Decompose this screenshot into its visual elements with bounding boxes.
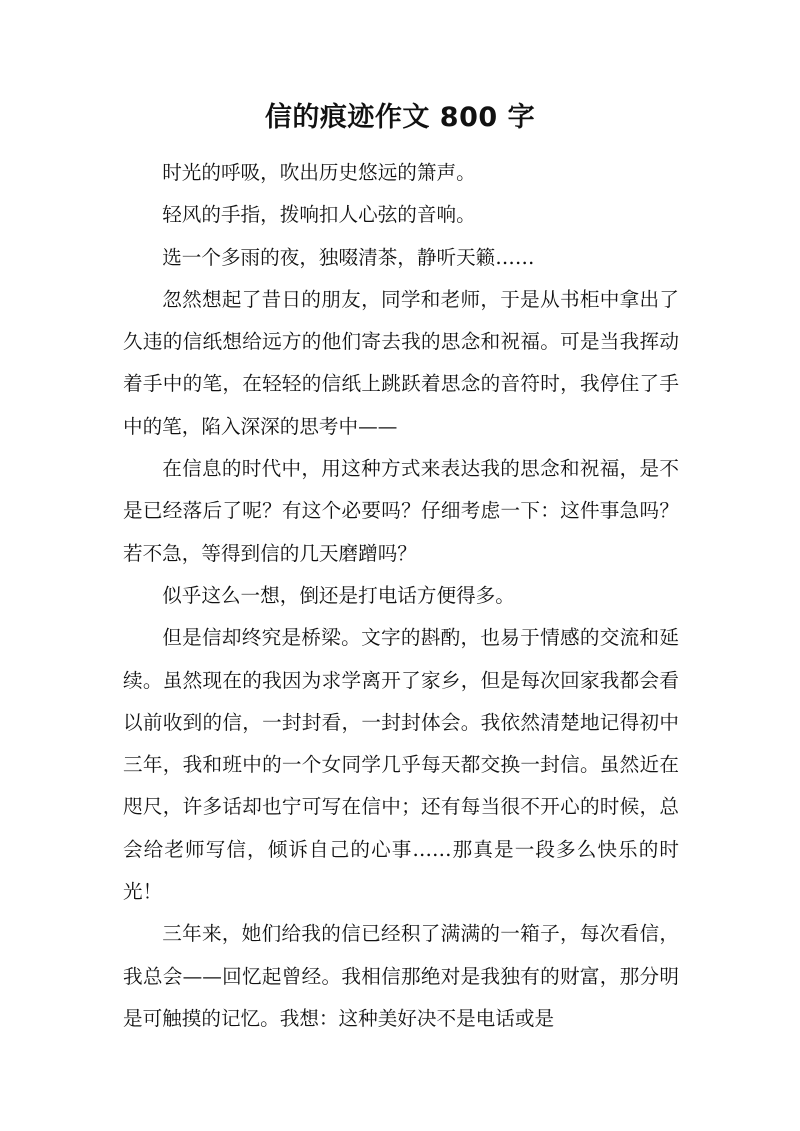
document-body [123, 152, 679, 1040]
document-title: 信的痕迹作文 800 字 [264, 102, 536, 133]
paragraph: 忽然想起了昔日的朋友，同学和老师，于是从书柜中拿出了久违的信纸想给远方的他们寄去我的思念和祝福。可是当我挥动着手中的笔，在轻轻的信纸上跳跃着思念的音符时，我停住了手中的笔，陷入深深的思考中—— [123, 287, 679, 438]
paragraph: 选一个多雨的夜，独啜清茶，静听天籁…… [162, 245, 535, 269]
paragraph: 时光的呼吸，吹出历史悠远的箫声。 [162, 161, 476, 184]
paragraph: 在信息的时代中，用这种方式来表达我的思念和祝福，是不是已经落后了呢？有这个必要吗？仔细考虑一下：这件事急吗？若不急，等得到信的几天磨蹭吗？ [123, 457, 679, 565]
paragraph: 但是信却终究是桥梁。文字的斟酌，也易于情感的交流和延续。虽然现在的我因为求学离开了家乡，但是每次回家我都会看以前收到的信，一封封看，一封封体会。我依然清楚地记得初中三年，我和班中的一个女同学几乎每天都交换一封信。虽然近在咫尺，许多话却也宁可写在信中；还有每当很不开心的时候，总会给老师写信，倾诉自己的心事……那真是一段多么快乐的时光！ [123, 626, 679, 904]
paragraph: 似乎这么一想，倒还是打电话方便得多。 [162, 583, 515, 607]
paragraph: 轻风的手指，拨响扣人心弦的音响。 [162, 203, 476, 227]
paragraph: 三年来，她们给我的信已经积了满满的一箱子，每次看信，我总会——回忆起曾经。我相信那绝对是我独有的财富，那分明是可触摸的记忆。我想：这种美好决不是电话或是 [123, 922, 679, 1030]
